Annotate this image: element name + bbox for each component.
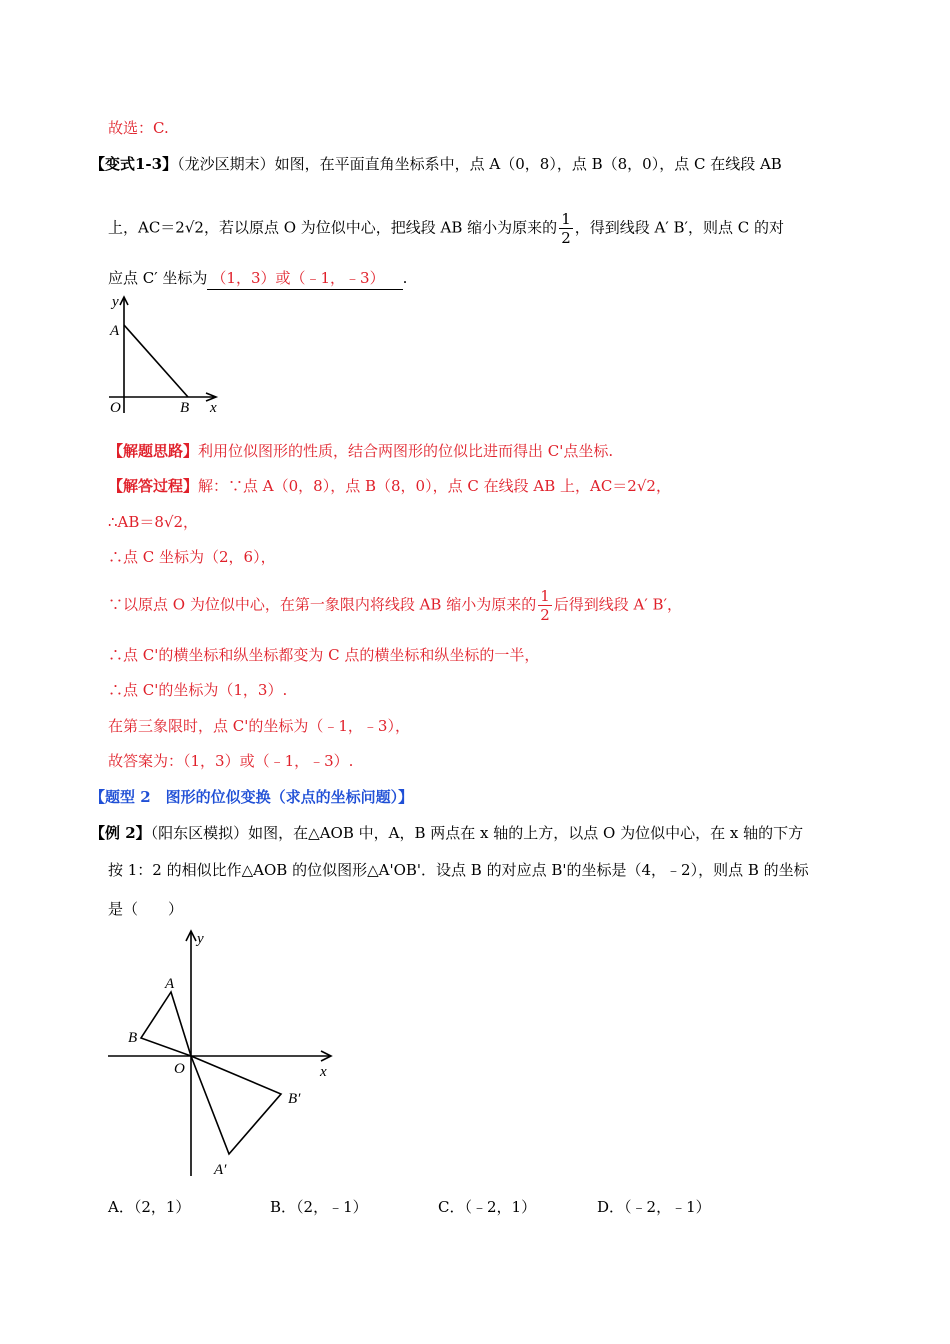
solution-idea bbox=[108, 440, 613, 462]
solution-step-3: ∴点 C 坐标为（2，6）， bbox=[108, 548, 276, 566]
solution-step-4a: ∵以原点 O 为位似中心，在第一象限内将线段 AB 缩小为原来的 bbox=[108, 595, 537, 614]
option-a[interactable]: A．（2，1） bbox=[108, 1198, 191, 1216]
example-2-line-1 bbox=[90, 822, 803, 844]
question-text-1: 如图，在平面直角坐标系中，点 A（0，8），点 B（8，0），点 C 在线段 AB bbox=[274, 155, 782, 173]
question-text-3a: 应点 C′ 坐标为 bbox=[108, 269, 208, 287]
label-x: x bbox=[210, 400, 217, 416]
label-a: A bbox=[110, 323, 120, 339]
label-o: O bbox=[174, 1061, 185, 1077]
label-a-prime: A′ bbox=[214, 1162, 227, 1178]
label-b: B bbox=[180, 400, 190, 416]
question-text-3b: . bbox=[402, 269, 408, 287]
solution-step-8: 故答案为：（1，3）或（﹣1，﹣3）. bbox=[108, 752, 354, 770]
question-text-2a: 上，AC＝2√2，若以原点 O 为位似中心，把线段 AB 缩小为原来的 bbox=[108, 218, 558, 237]
previous-conclusion: 故选：C. bbox=[108, 119, 169, 137]
example-tag: 【例 2】 bbox=[90, 824, 151, 842]
solution-step-1-text: 解：∵点 A（0，8），点 B（8，0），点 C 在线段 AB 上，AC＝2√2， bbox=[198, 477, 671, 495]
solution-step-1 bbox=[108, 475, 671, 497]
question-text-2b: ，得到线段 A′ B′，则点 C 的对 bbox=[574, 218, 784, 237]
label-y: y bbox=[112, 294, 119, 310]
solution-idea-tag: 【解题思路】 bbox=[108, 442, 199, 460]
label-o: O bbox=[110, 400, 121, 416]
question-1-3-line-1 bbox=[90, 153, 782, 175]
label-y: y bbox=[197, 931, 204, 947]
figure-coordinate-segment bbox=[104, 293, 234, 418]
solution-step-4 bbox=[108, 587, 682, 624]
label-x: x bbox=[320, 1064, 327, 1080]
solution-step-2: ∴AB＝8√2， bbox=[108, 513, 199, 531]
question-1-3-line-3 bbox=[108, 267, 407, 290]
option-c[interactable]: C．（﹣2，1） bbox=[438, 1198, 537, 1216]
question-1-3-line-2 bbox=[108, 210, 784, 247]
label-a: A bbox=[165, 976, 175, 992]
option-b[interactable]: B．（2，﹣1） bbox=[270, 1198, 368, 1216]
answer-blank: （1，3）或（﹣1，﹣3） bbox=[207, 267, 402, 290]
fraction-half: $\frac{1}{2}$ bbox=[561, 210, 571, 247]
segment-ab bbox=[124, 325, 188, 397]
label-b: B bbox=[128, 1030, 138, 1046]
question-tag: 【变式1-3】 bbox=[90, 155, 178, 173]
example-text-1: （阳东区模拟）如图，在△AOB 中，A，B 两点在 x 轴的上方，以点 O 为位似中心，在 x 轴的下方 bbox=[150, 824, 804, 842]
figure-similar-triangles bbox=[104, 926, 344, 1184]
solution-idea-text: 利用位似图形的性质，结合两图形的位似比进而得出 C'点坐标. bbox=[198, 442, 614, 460]
option-d[interactable]: D．（﹣2，﹣1） bbox=[597, 1198, 711, 1216]
triangle-a2ob2 bbox=[191, 1056, 281, 1154]
label-b-prime: B′ bbox=[288, 1091, 301, 1107]
question-source: （龙沙区期末） bbox=[177, 155, 275, 173]
solution-proc-tag: 【解答过程】 bbox=[108, 477, 199, 495]
section-heading: 【题型 2 图形的位似变换（求点的坐标问题）】 bbox=[90, 788, 414, 806]
solution-step-6: ∴点 C'的坐标为（1，3）. bbox=[108, 681, 288, 699]
triangle-aob bbox=[141, 992, 191, 1056]
example-2-line-2: 按 1：2 的相似比作△AOB 的位似图形△A'OB'．设点 B 的对应点 B'的坐标是（4，﹣2），则点 B 的坐标 bbox=[108, 861, 809, 879]
solution-step-4b: 后得到线段 A′ B′， bbox=[553, 595, 682, 614]
example-2-line-3: 是（ ） bbox=[108, 900, 184, 918]
solution-step-5: ∴点 C'的横坐标和纵坐标都变为 C 点的横坐标和纵坐标的一半， bbox=[108, 646, 540, 664]
solution-step-7: 在第三象限时，点 C'的坐标为（﹣1，﹣3）， bbox=[108, 717, 410, 735]
solution-fraction-half: $\frac{1}{2}$ bbox=[540, 587, 550, 624]
